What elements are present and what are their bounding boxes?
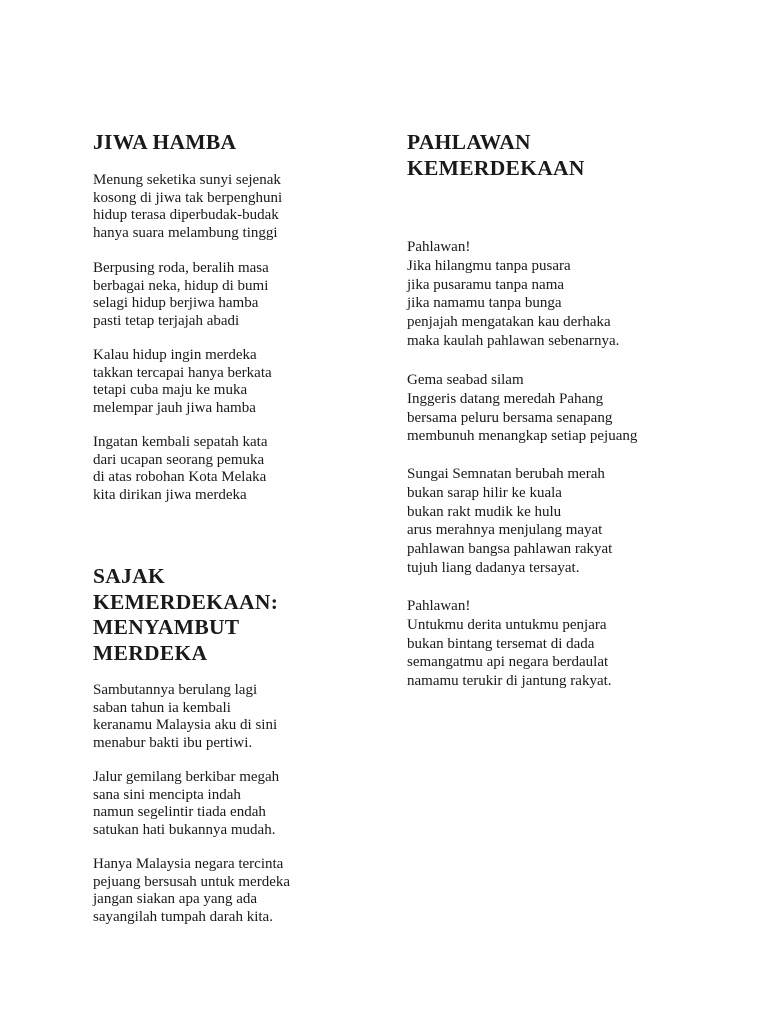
poem-line: Pahlawan! [407, 239, 471, 255]
poem-jiwa-hamba [93, 130, 373, 503]
poem-line: namun segelintir tiada endah [93, 804, 266, 821]
poem-title: SAJAK KEMERDEKAAN: MENYAMBUT MERDEKA [93, 564, 279, 665]
poem-line: sayangilah tumpah darah kita. [93, 908, 273, 925]
poem-line: Sambutannya berulang lagi [93, 682, 258, 698]
poem-line: bukan sarap hilir ke kuala [407, 484, 562, 501]
poem-line: penjajah mengatakan kau derhaka [407, 314, 611, 331]
poem-line: arus merahnya menjulang mayat [407, 522, 603, 539]
poem-line: selagi hidup berjiwa hamba [93, 295, 259, 312]
poem-line: bukan rakt mudik ke hulu [407, 503, 562, 520]
poem-line: kosong di jiwa tak berpenghuni [93, 189, 283, 206]
poem-line: Hanya Malaysia negara tercinta [93, 856, 284, 872]
poem-line: takkan tercapai hanya berkata [93, 364, 272, 381]
poem-line: bukan bintang tersemat di dada [407, 635, 595, 652]
stanza [93, 769, 279, 839]
poem-line: jangan siakan apa yang ada [93, 891, 258, 908]
poem-line: saban tahun ia kembali [93, 699, 231, 716]
poem-line: dari ucapan seorang pemuka [93, 451, 265, 468]
poem-line: pahlawan bangsa pahlawan rakyat [407, 541, 613, 558]
stanza [93, 172, 282, 242]
poem-line: tujuh liang dadanya tersayat. [407, 559, 580, 576]
poem-line: Jalur gemilang berkibar megah [93, 769, 280, 785]
poem-line: semangatmu api negara berdaulat [407, 654, 609, 671]
stanza [93, 682, 277, 752]
poem-line: Inggeris datang meredah Pahang [407, 390, 604, 407]
poem-line: melempar jauh jiwa hamba [93, 399, 256, 416]
poem-line: Ingatan kembali sepatah kata [93, 434, 268, 450]
poem-line: membunuh menangkap setiap pejuang [407, 428, 638, 445]
poem-line: Pahlawan! [407, 598, 471, 614]
stanza [407, 597, 612, 691]
poem-line: jika namamu tanpa bunga [407, 295, 562, 312]
poem-line: maka kaulah pahlawan sebenarnya. [407, 332, 620, 349]
poem-title: JIWA HAMBA [93, 130, 237, 154]
poem-line: kita dirikan jiwa merdeka [93, 486, 247, 503]
stanza [93, 260, 269, 330]
stanza [407, 465, 612, 578]
poem-line: keranamu Malaysia aku di sini [93, 717, 278, 734]
stanza [93, 347, 272, 417]
poem-line: Sungai Semnatan berubah merah [407, 466, 605, 482]
poem-line: sana sini mencipta indah [93, 786, 241, 803]
poem-line: pejuang bersusah untuk merdeka [93, 873, 291, 890]
poem-line: berbagai neka, hidup di bumi [93, 277, 269, 294]
poem-line: satukan hati bukannya mudah. [93, 821, 276, 838]
stanza [407, 238, 619, 351]
poem-line: hanya suara melambung tinggi [93, 224, 278, 241]
poem-line: bersama peluru bersama senapang [407, 409, 613, 426]
poem-line: Gema seabad silam [407, 372, 524, 388]
stanza [93, 856, 290, 926]
poem-line: Menung seketika sunyi sejenak [93, 172, 281, 188]
poem-line: Jika hilangmu tanpa pusara [407, 257, 571, 274]
poem-sajak-kemerdekaan [93, 564, 373, 925]
poem-line: namamu terukir di jantung rakyat. [407, 673, 612, 690]
stanza [93, 434, 268, 504]
poem-line: Berpusing roda, beralih masa [93, 260, 269, 276]
poem-line: Untukmu derita untukmu penjara [407, 616, 607, 633]
poem-title: PAHLAWAN KEMERDEKAAN [407, 130, 585, 180]
poem-line: pasti tetap terjajah abadi [93, 312, 240, 329]
poem-pahlawan-kemerdekaan [407, 130, 707, 690]
poem-line: tetapi cuba maju ke muka [93, 382, 248, 399]
poem-line: menabur bakti ibu pertiwi. [93, 734, 253, 751]
poem-line: di atas robohan Kota Melaka [93, 469, 267, 486]
poem-line: Kalau hidup ingin merdeka [93, 347, 257, 363]
stanza [407, 371, 637, 446]
poem-line: hidup terasa diperbudak-budak [93, 207, 279, 224]
poem-line: jika pusaramu tanpa nama [407, 276, 565, 293]
